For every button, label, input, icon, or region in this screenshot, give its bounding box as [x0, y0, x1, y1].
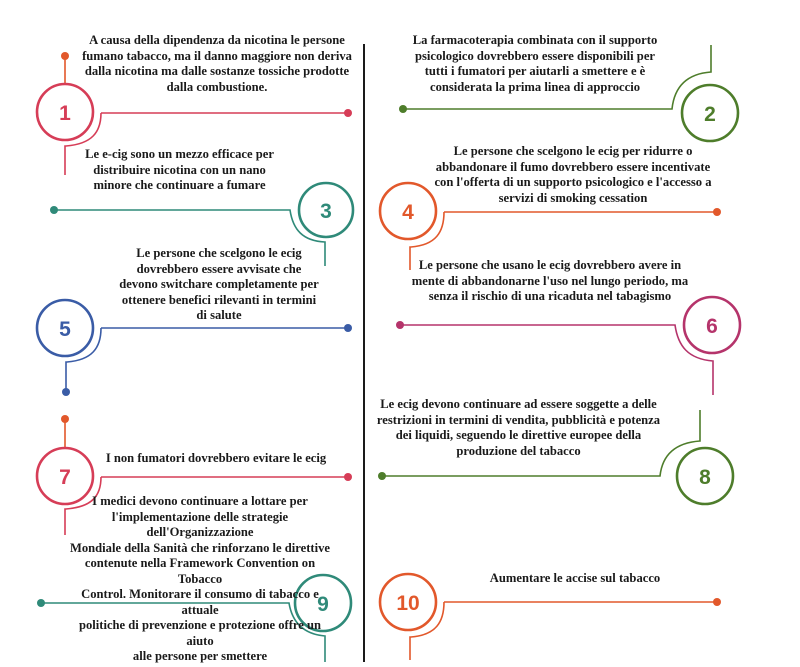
item-5-text: [115, 246, 323, 324]
item-5-end-dot: [344, 324, 352, 332]
text-line: Aumentare le accise sul tabacco: [489, 571, 661, 585]
text-line: Le ecig devono continuare ad essere soggette a delle: [380, 397, 657, 411]
text-line: restrizioni in termini di vendita, pubblicità e potenza: [376, 412, 661, 427]
item-10-number: 10: [396, 592, 420, 615]
text-line: dei liquidi, seguendo le direttive europee della: [395, 428, 642, 442]
text-line: dalla nicotina ma dalle sostanze tossiche prodotte: [84, 64, 350, 78]
item-8-number: 8: [699, 466, 711, 489]
item-4-number: 4: [402, 201, 414, 224]
item-6-number: 6: [706, 315, 718, 338]
item-3-text: [72, 147, 287, 194]
text-line: dalla combustione.: [166, 79, 268, 94]
item-5-number: 5: [59, 318, 71, 341]
text-line: di salute: [196, 308, 242, 322]
text-line: Control. Monitorare il consumo di tabacco e attuale: [81, 587, 319, 617]
text-line: I non fumatori dovrebbero evitare le ecig: [105, 451, 327, 465]
item-7-top-dot: [61, 415, 69, 423]
item-4-end-dot: [713, 208, 721, 216]
text-line: devono switchare completamente per: [119, 277, 319, 291]
text-line: psicologico dovrebbero essere disponibili per: [415, 48, 655, 63]
item-2-number: 2: [704, 103, 716, 126]
text-line: abbandonare il fumo dovrebbero essere incentivate: [435, 159, 711, 174]
item-2-text: [405, 33, 665, 95]
text-line: tutti i fumatori per aiutarli a smettere e è: [424, 64, 646, 78]
text-line: Le persone che usano le ecig dovrebbero avere in: [418, 258, 682, 272]
text-line: A causa della dipendenza da nicotina le persone: [89, 33, 345, 47]
item-3-number: 3: [320, 200, 332, 223]
text-line: minore che continuare a fumare: [93, 178, 266, 192]
item-1-end-dot: [344, 109, 352, 117]
item-1-top-dot: [61, 52, 69, 60]
item-6-graphic: [396, 297, 740, 395]
text-line: Le e-cig sono un mezzo efficace per: [85, 147, 274, 161]
text-line: servizi di smoking cessation: [498, 190, 648, 205]
item-10-text: [470, 571, 680, 587]
text-line: senza il rischio di una ricaduta nel tabagismo: [428, 289, 672, 303]
text-line: distribuire nicotina con un nano: [93, 162, 266, 177]
item-10-graphic: [380, 574, 721, 660]
text-line: alle persone per smettere: [132, 649, 268, 663]
item-8-text: [376, 397, 661, 459]
text-line: politiche di prevenzione e protezione offre un aiuto: [78, 618, 322, 648]
item-6-text: [405, 258, 695, 305]
item-5-bottom-dot: [62, 388, 70, 396]
text-line: contenute nella Framework Convention on Tobacco: [84, 556, 316, 586]
text-line: dovrebbero essere avvisate che: [136, 261, 302, 276]
text-line: produzione del tabacco: [456, 443, 581, 458]
item-10-end-dot: [713, 598, 721, 606]
text-line: Le persone che scelgono le ecig: [136, 246, 302, 260]
text-line: considerata la prima linea di approccio: [429, 79, 640, 94]
item-6-connector: [400, 325, 713, 395]
item-7-text: [100, 451, 332, 467]
text-line: I medici devono continuare a lottare per: [92, 494, 308, 508]
item-1-number: 1: [59, 102, 71, 125]
text-line: mente di abbandonarne l'uso nel lungo periodo, ma: [411, 273, 689, 288]
text-line: con l'offerta di un supporto psicologico e l'accesso a: [434, 175, 712, 189]
item-7-end-dot: [344, 473, 352, 481]
item-9-text: [64, 494, 336, 665]
item-7-number: 7: [59, 466, 71, 489]
text-line: ottenere benefici rilevanti in termini: [121, 292, 317, 307]
item-1-text: [82, 33, 352, 95]
text-line: Mondiale della Sanità che rinforzano le direttive: [69, 540, 330, 555]
item-9-number: 9: [317, 593, 329, 616]
item-4-text: [428, 144, 718, 206]
item-5-arc: [66, 328, 101, 392]
text-line: fumano tabacco, ma il danno maggiore non deriva: [82, 48, 352, 63]
text-line: l'implementazione delle strategie dell'Organizzazione: [111, 509, 289, 539]
text-line: La farmacoterapia combinata con il supporto: [412, 33, 658, 47]
text-line: Le persone che scelgono le ecig per ridurre o: [453, 144, 693, 158]
